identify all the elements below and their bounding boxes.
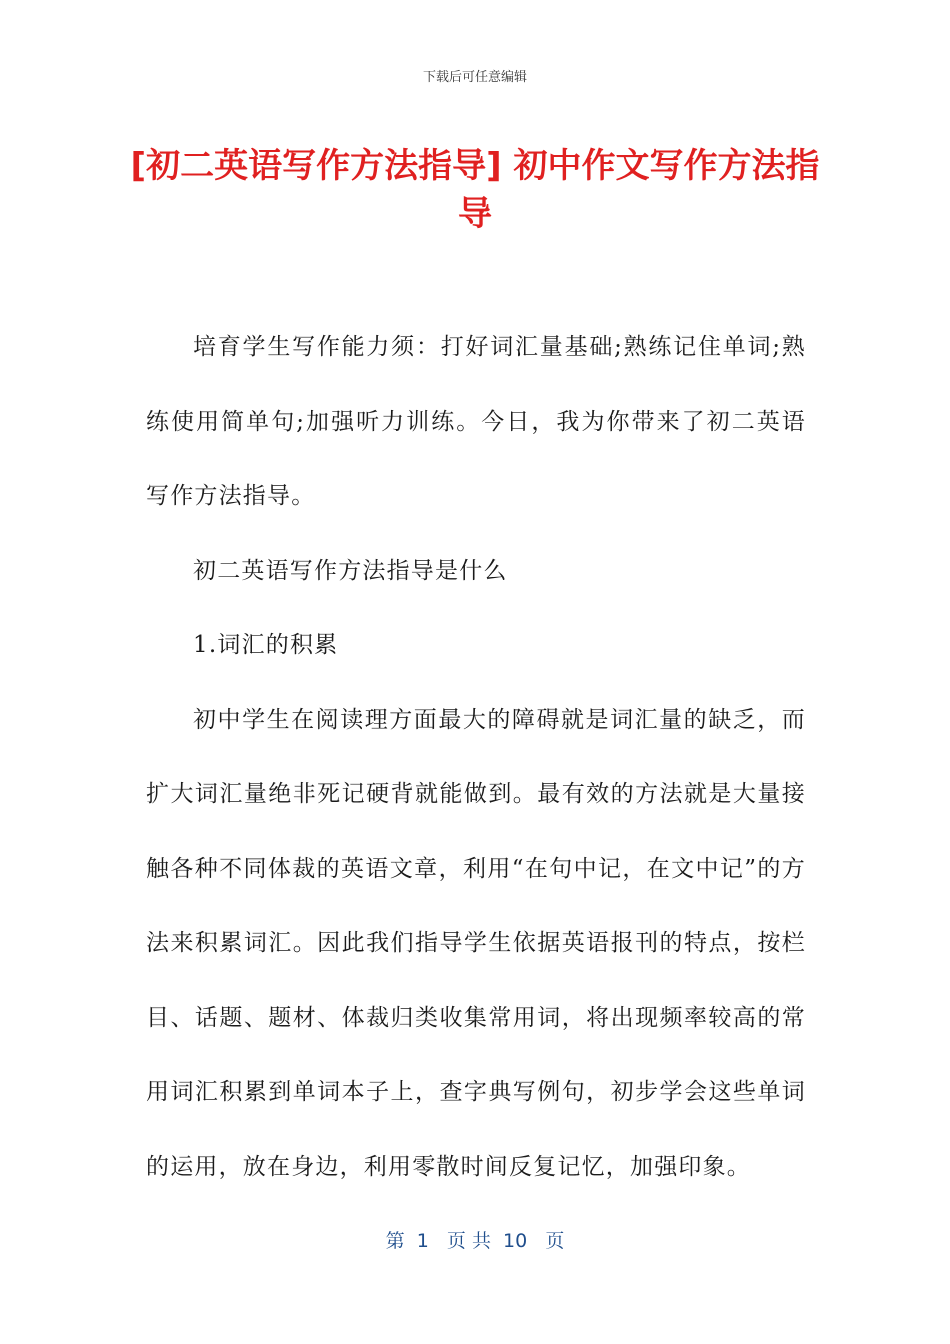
page-title: [初二英语写作方法指导] 初中作文写作方法指导 [130,146,820,234]
section-heading: 初二英语写作方法指导是什么 [193,557,508,584]
paragraph-vocabulary: 初中学生在阅读理方面最大的障碍就是词汇量的缺乏，而扩大词汇量绝非死记硬背就能做到。最有效的方法就是大量接触各种不同体裁的英语文章，利用“在句中记，在文中记”的方法来积累词汇。因此我们指导学生依据英语报刊的特点，按栏目、话题、题材、体裁归类收集常用词，将出现频率较高的常用词汇积累到单词本子上，查字典写例句，初步学会这些单词的运用，放在身边，利用零散时间反复记忆，加强印象。 [146,706,806,1180]
subsection-heading: 1.词汇的积累 [193,632,339,658]
document-body [146,310,806,1204]
page-number-footer: 第 1 页 共 10 页 [385,1230,565,1252]
paragraph-intro: 培育学生写作能力须：打好词汇量基础;熟练记住单词;熟练使用简单句;加强听力训练。今日，我为你带来了初二英语写作方法指导。 [146,334,806,509]
header-note: 下载后可任意编辑 [422,70,527,85]
